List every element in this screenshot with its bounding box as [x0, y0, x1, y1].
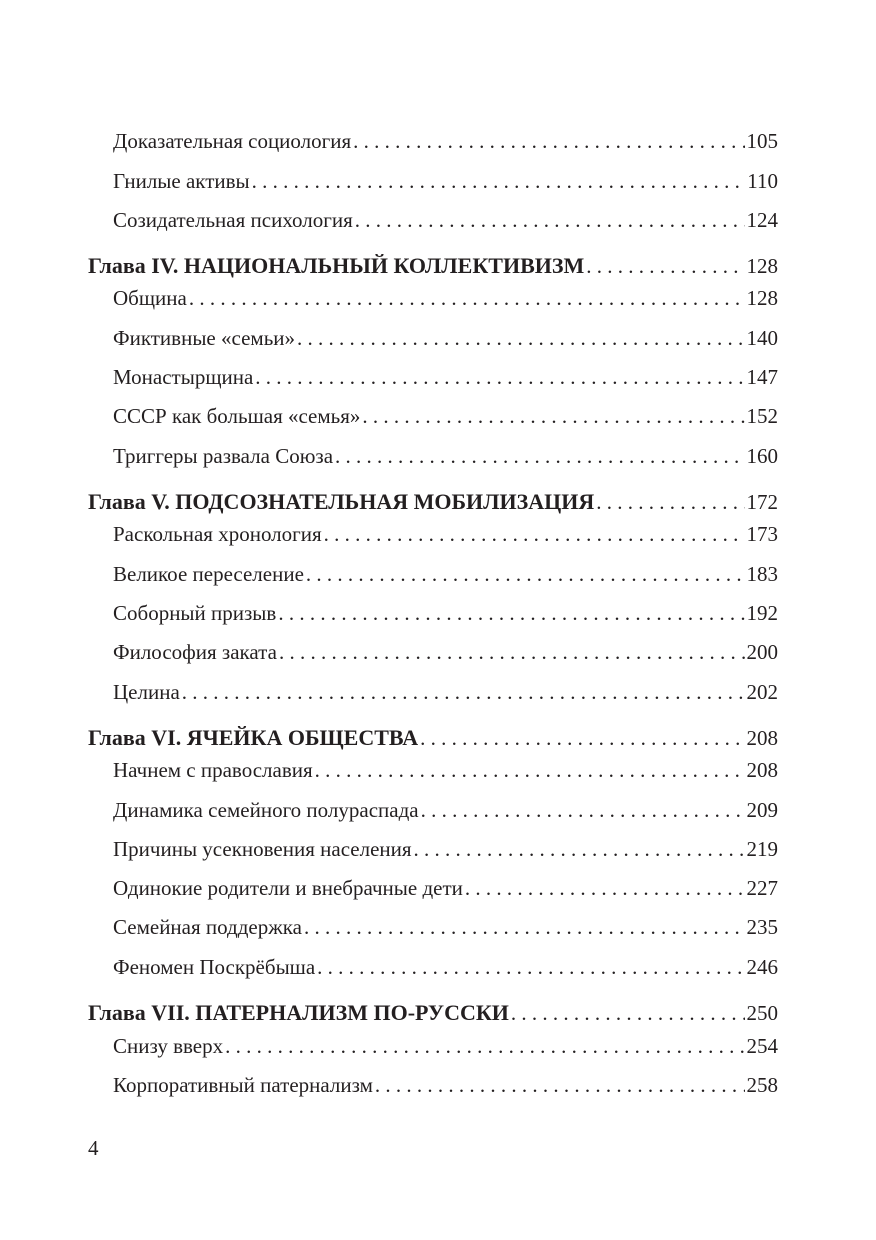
- toc-entry-page: 202: [746, 680, 778, 704]
- toc-chapter-page: 172: [746, 490, 778, 514]
- page-number: 4: [88, 1136, 99, 1160]
- toc-entry-title: Феномен Поскрёбыша: [113, 955, 316, 979]
- toc-entry: [88, 444, 778, 474]
- toc-entry: [88, 680, 778, 710]
- toc-entry-title: Корпоративный патернализм: [113, 1073, 373, 1097]
- toc-chapter: [88, 725, 778, 755]
- toc-entry-page: 140: [746, 326, 778, 350]
- toc-entry-page: 254: [746, 1034, 778, 1058]
- toc-entry-page: 173: [746, 522, 778, 546]
- dot-leader: [279, 640, 745, 665]
- toc-chapter-title: Глава IV. НАЦИОНАЛЬНЫЙ КОЛЛЕКТИВИЗМ: [88, 253, 585, 278]
- toc-chapter-page: 208: [746, 726, 778, 750]
- toc-entry-title: Раскольная хронология: [113, 522, 322, 546]
- dot-leader: [304, 915, 745, 940]
- toc-entry: [88, 1034, 778, 1064]
- toc-entry-page: 105: [746, 129, 778, 153]
- toc-entry-page: 192: [746, 601, 778, 625]
- toc-entry: [88, 955, 778, 985]
- dot-leader: [252, 169, 746, 194]
- toc-chapter-title: Глава VII. ПАТЕРНАЛИЗМ ПО-РУССКИ: [88, 1000, 509, 1025]
- toc-entry-page: 209: [746, 798, 778, 822]
- toc-entry-title: Одинокие родители и внебрачные дети: [113, 876, 463, 900]
- toc-entry: [88, 640, 778, 670]
- toc-entry: [88, 326, 778, 356]
- toc-entry-page: 246: [746, 955, 778, 979]
- dot-leader: [324, 522, 745, 547]
- toc-entry: [88, 129, 778, 159]
- toc-entry: [88, 562, 778, 592]
- dot-leader: [353, 129, 744, 154]
- dot-leader: [335, 444, 744, 469]
- toc-entry-page: 183: [746, 562, 778, 586]
- toc-entry-title: Фиктивные «семьи»: [113, 326, 296, 350]
- toc-entry-title: Целина: [113, 680, 180, 704]
- dot-leader: [420, 726, 744, 751]
- toc-entry-page: 235: [746, 915, 778, 939]
- toc-entry: [88, 798, 778, 828]
- toc-entry-title: Монастырщина: [113, 365, 254, 389]
- dot-leader: [297, 326, 744, 351]
- toc-entry-title: СССР как большая «семья»: [113, 404, 361, 428]
- toc-entry-title: Община: [113, 286, 187, 310]
- dot-leader: [596, 490, 744, 515]
- toc-entry: [88, 601, 778, 631]
- toc-entry: [88, 758, 778, 788]
- toc-chapter: [88, 489, 778, 519]
- toc-entry-title: Снизу вверх: [113, 1034, 224, 1058]
- toc-chapter-title: Глава V. ПОДСОЗНАТЕЛЬНАЯ МОБИЛИЗАЦИЯ: [88, 489, 595, 514]
- toc-entry-title: Философия заката: [113, 640, 277, 664]
- toc-entry-title: Причины усекновения населения: [113, 837, 412, 861]
- toc-entry-title: Начнем с православия: [113, 758, 313, 782]
- toc-entry-title: Триггеры развала Союза: [113, 444, 334, 468]
- dot-leader: [306, 562, 745, 587]
- toc-entry-page: 200: [746, 640, 778, 664]
- dot-leader: [315, 758, 745, 783]
- toc-chapter: [88, 1000, 778, 1030]
- toc-entry-title: Динамика семейного полураспада: [113, 798, 419, 822]
- toc-entry-page: 258: [746, 1073, 778, 1097]
- dot-leader: [421, 798, 745, 823]
- dot-leader: [189, 286, 745, 311]
- toc-chapter-title: Глава VI. ЯЧЕЙКА ОБЩЕСТВА: [88, 725, 419, 750]
- dot-leader: [278, 601, 744, 626]
- dot-leader: [511, 1001, 745, 1026]
- dot-leader: [362, 404, 744, 429]
- dot-leader: [255, 365, 744, 390]
- toc-chapter-page: 250: [746, 1001, 778, 1025]
- toc-entry: [88, 208, 778, 238]
- toc-entry-page: 160: [746, 444, 778, 468]
- toc-entry-title: Доказательная социология: [113, 129, 352, 153]
- toc-entry-page: 128: [746, 286, 778, 310]
- toc-entry: [88, 522, 778, 552]
- toc-entry-title: Гнилые активы: [113, 169, 250, 193]
- toc-entry: [88, 876, 778, 906]
- toc-entry-page: 124: [746, 208, 778, 232]
- toc-entry: [88, 286, 778, 316]
- dot-leader: [317, 955, 744, 980]
- dot-leader: [586, 254, 744, 279]
- toc-entry-page: 147: [746, 365, 778, 389]
- toc-entry-page: 110: [747, 169, 778, 193]
- toc-entry-title: Семейная поддержка: [113, 915, 302, 939]
- toc-entry: [88, 1073, 778, 1103]
- toc-entry: [88, 169, 778, 199]
- toc-entry-title: Великое переселение: [113, 562, 304, 586]
- dot-leader: [414, 837, 745, 862]
- dot-leader: [225, 1034, 744, 1059]
- toc-entry-title: Соборный призыв: [113, 601, 277, 625]
- toc-entry: [88, 915, 778, 945]
- toc-entry-page: 227: [746, 876, 778, 900]
- toc-entry-page: 219: [746, 837, 778, 861]
- toc-entry-page: 152: [746, 404, 778, 428]
- dot-leader: [375, 1073, 745, 1098]
- toc-chapter-page: 128: [746, 254, 778, 278]
- toc-entry: [88, 365, 778, 395]
- dot-leader: [465, 876, 745, 901]
- dot-leader: [182, 680, 745, 705]
- toc-entry: [88, 404, 778, 434]
- toc-entry-page: 208: [746, 758, 778, 782]
- toc-entry-title: Созидательная психология: [113, 208, 353, 232]
- dot-leader: [355, 208, 745, 233]
- toc-chapter: [88, 253, 778, 283]
- toc-entry: [88, 837, 778, 867]
